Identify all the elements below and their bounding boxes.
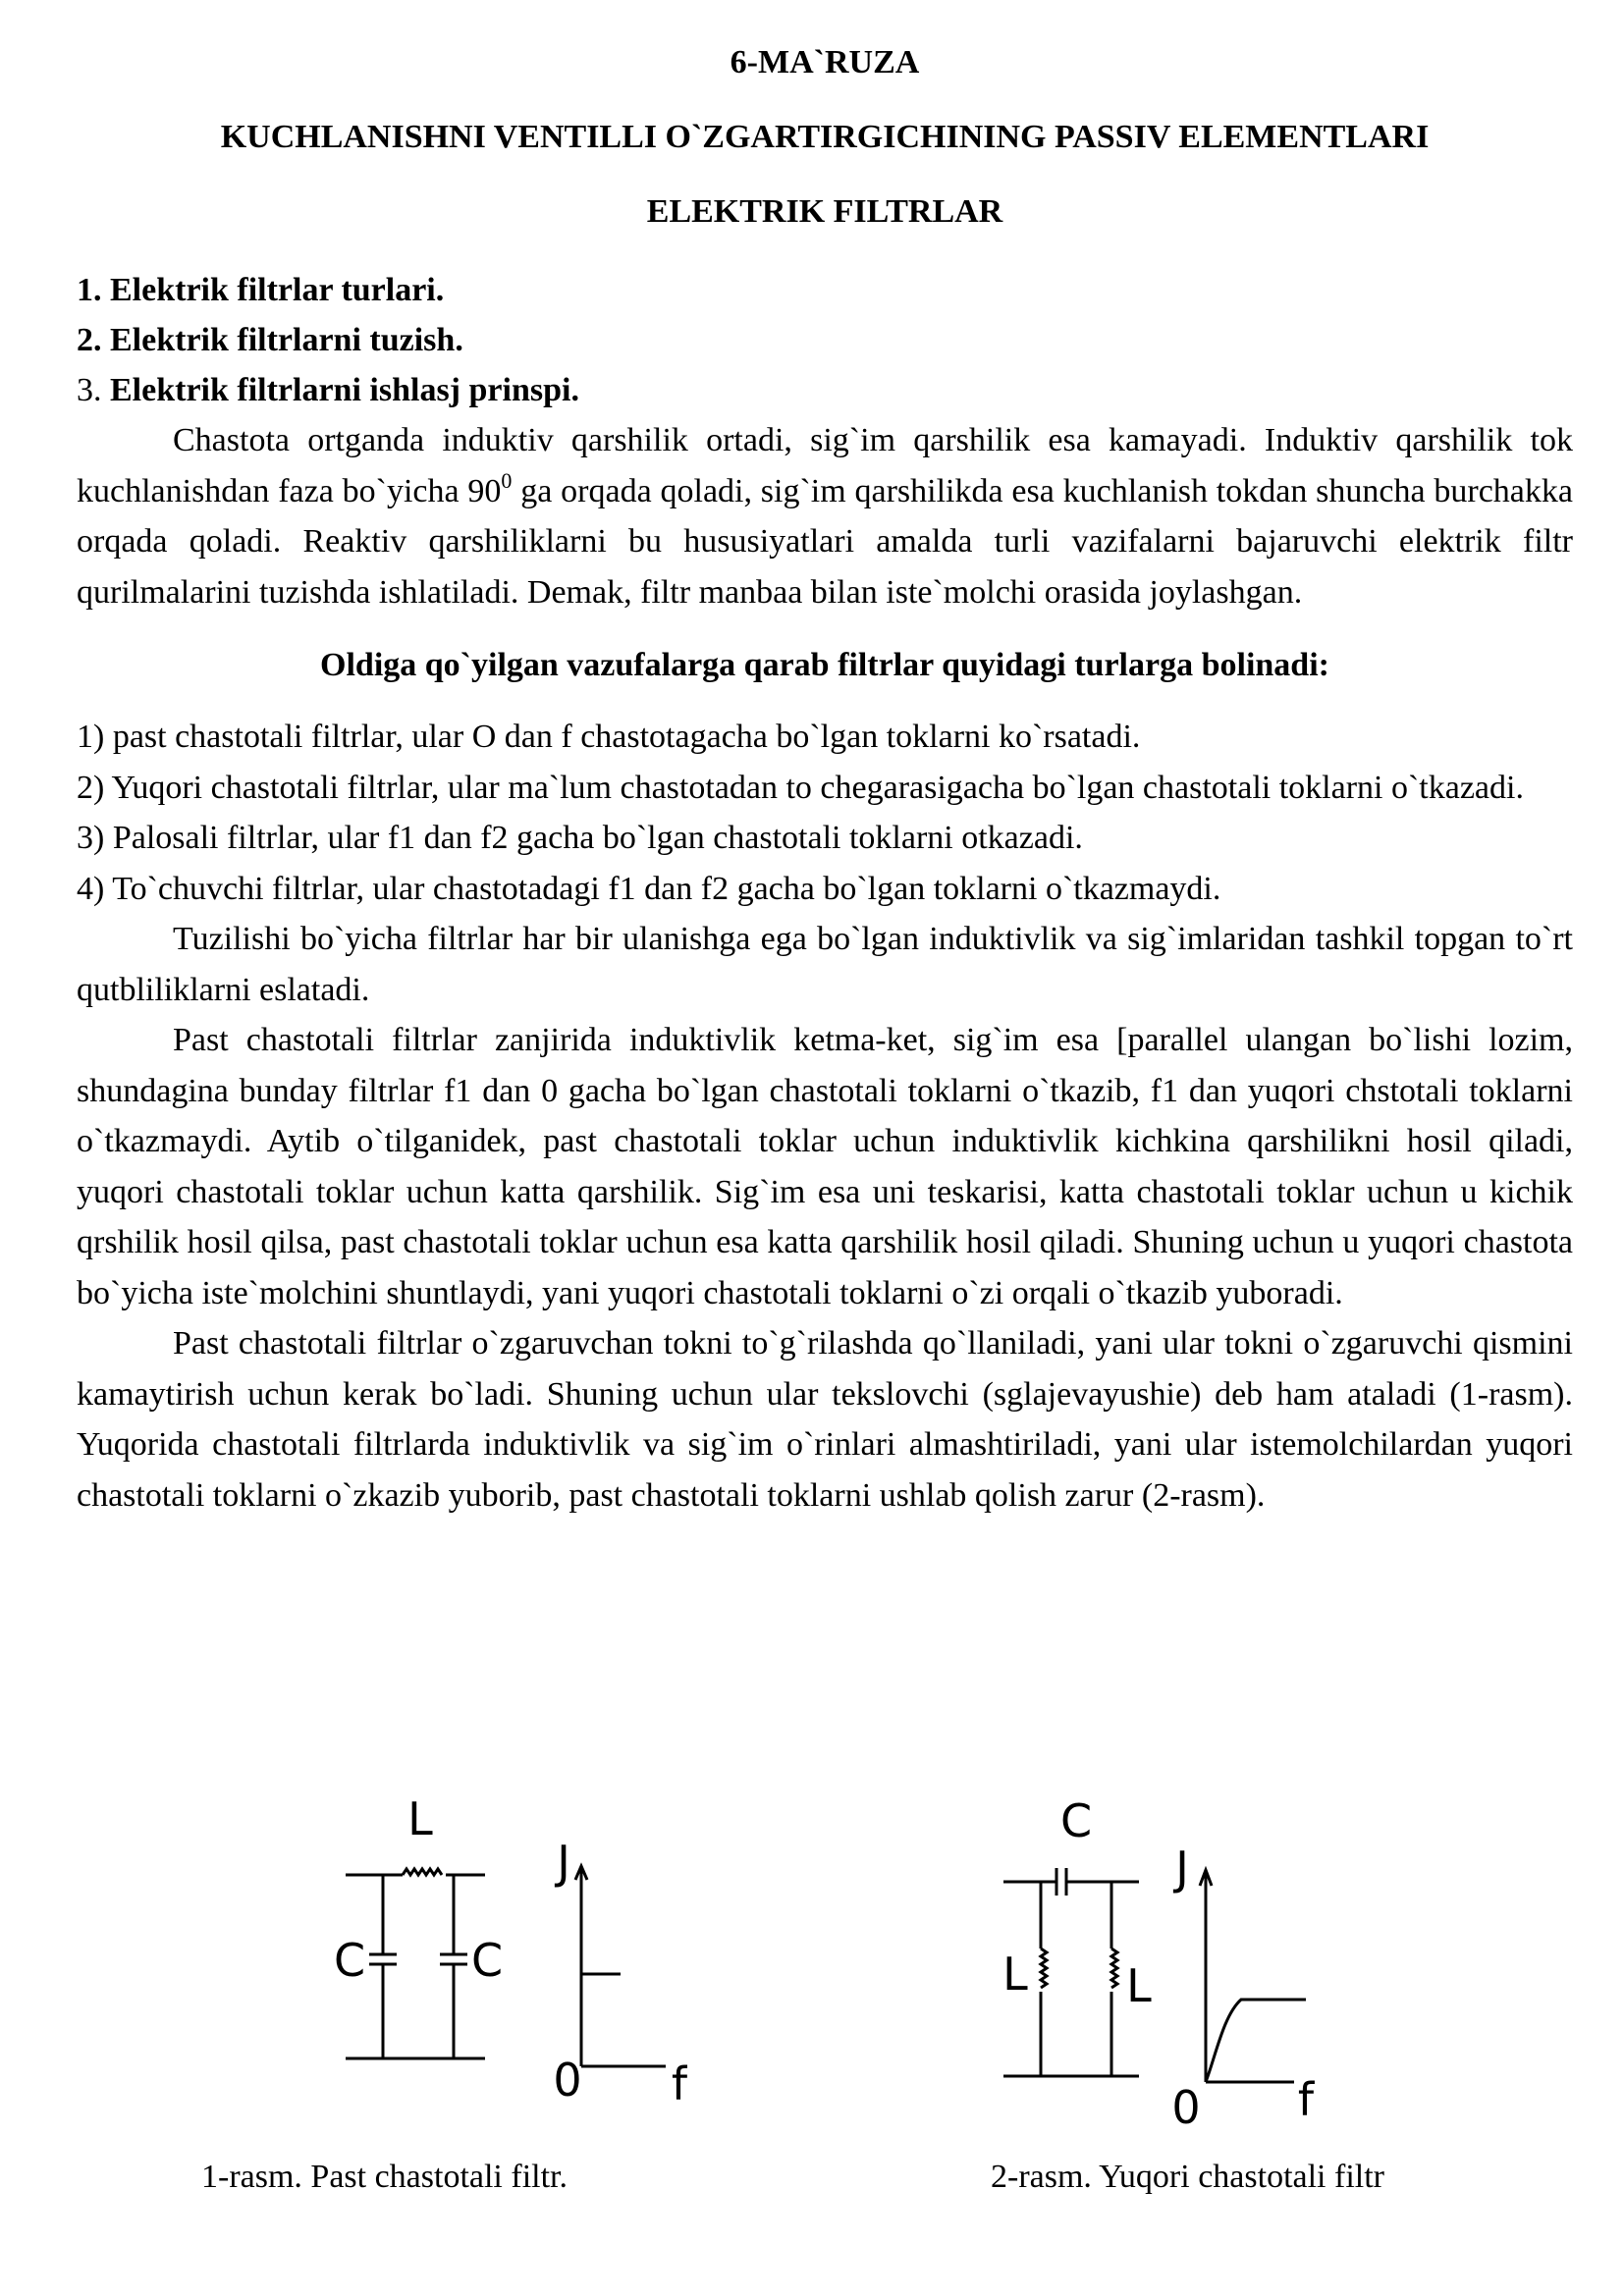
figure-2-highpass-filter — [982, 1782, 1375, 2135]
shunt-element-label-right: C — [470, 1934, 504, 1987]
document-subtitle: ELEKTRIK FILTRLAR — [646, 193, 1003, 230]
list-item: 2) Yuqori chastotali filtrlar, ular ma`lum chastotadan to chegarasigacha bo`lgan chastotali toklarni o`tkazadi. — [77, 769, 1524, 806]
document-title: KUCHLANISHNI VENTILLI O`ZGARTIRGICHINING PASSIV ELEMENTLARI — [220, 119, 1430, 155]
list-item: 1) past chastotali filtrlar, ular O dan f chastotagacha bo`lgan toklarni ko`rsatadi. — [77, 719, 1141, 755]
origin-label: 0 — [553, 2054, 582, 2107]
highpass-filter-diagram — [982, 1782, 1375, 2135]
shunt-element-label-left: L — [1002, 1948, 1028, 2001]
list-item: 4) To`chuvchi filtrlar, ular chastotadagi f1 dan f2 gacha bo`lgan toklarni o`tkazmaydi. — [77, 870, 1221, 907]
shunt-element-label-right: L — [1126, 1959, 1152, 2012]
outline-list — [77, 265, 1573, 415]
section-heading: Oldiga qo`yilgan vazufalarga qarab filtrlar quyidagi turlarga bolinadi: — [320, 647, 1329, 683]
series-element-label: C — [1059, 1794, 1093, 1847]
outline-item: 2. Elektrik filtrlarni tuzish. — [77, 322, 463, 358]
intro-paragraph: Chastota ortganda induktiv qarshilik ortadi, sig`im qarshilik esa kamayadi. Induktiv qarshilik tok kuchlanishdan faza bo`yicha $90^0$ ga orqada qoladi, sig`im qarshilikda esa kuchlanish tokdan shuncha burchakka orqada qoladi. Reaktiv qarshiliklarni bu hususiyatlari amalda turli vazifalarni bajaruvchi elektrik filtr qurilmalarini tuzishda ishlatiladi. Demak, filtr manbaa bilan iste`molchi orasida joylashgan. — [77, 422, 1573, 611]
filter-types-list — [77, 712, 1573, 914]
y-axis-label: J — [557, 1836, 570, 1889]
body-paragraph: Tuzilishi bo`yicha filtrlar har bir ulanishga ega bo`lgan induktivlik va sig`imlaridan tashkil topgan to`rt qutbliliklarni eslatadi. — [77, 921, 1573, 1008]
document-page — [77, 37, 1573, 1521]
x-axis-label: f — [671, 2057, 687, 2110]
origin-label: 0 — [1171, 2081, 1201, 2134]
degree-superscript: 0 — [501, 467, 513, 493]
figure-2-caption: 2-rasm. Yuqori chastotali filtr — [991, 2159, 1384, 2195]
series-element-label: L — [407, 1792, 433, 1845]
outline-item: 1. Elektrik filtrlar turlari. — [77, 272, 445, 308]
outline-item: 3. Elektrik filtrlarni ishlasj prinspi. — [77, 372, 579, 408]
figure-1-lowpass-filter — [324, 1782, 687, 2115]
list-item: 3) Palosali filtrlar, ular f1 dan f2 gacha bo`lgan chastotali toklarni otkazadi. — [77, 820, 1083, 856]
lecture-number: 6-MA`RUZA — [730, 44, 920, 80]
y-axis-label: J — [1175, 1842, 1189, 1895]
body-paragraph: Past chastotali filtrlar o`zgaruvchan tokni to`g`rilashda qo`llaniladi, yani ular tokni o`zgaruvchi qismini kamaytirish uchun kerak bo`ladi. Shuning uchun ular tekslovchi (sglajevayushie) deb ham ataladi (1-rasm). Yuqorida chastotali filtrlarda induktivlik va sig`im o`rinlari almashtiriladi, yani ular istemolchilardan yuqori chastotali toklarni o`zkazib yuborib, past chastotali toklarni ushlab qolish zarur (2-rasm). — [77, 1325, 1573, 1514]
x-axis-label: f — [1297, 2073, 1315, 2126]
body-paragraph: Past chastotali filtrlar zanjirida induktivlik ketma-ket, sig`im esa [parallel ulangan bo`lishi lozim, shundagina bunday filtrlar f1 dan 0 gacha bo`lgan chastotali toklarni o`tkazib, f1 dan yuqori chstotali toklarni o`tkazmaydi. Aytib o`tilganidek, past chastotali toklar uchun induktivlik kichkina qarshilikni hosil qiladi, yuqori chastotali toklar uchun katta qarshilik. Sig`im esa uni teskarisi, katta chastotali toklar uchun u kichik qrshilik hosil qilsa, past chastotali toklar uchun esa katta qarshilik hosil qiladi. Shuning uchun u yuqori chastota bo`yicha iste`molchini shuntlaydi, yani yuqori chastotali toklarni o`zi orqali o`tkazib yuboradi. — [77, 1022, 1573, 1311]
shunt-element-label-left: C — [333, 1934, 366, 1987]
figure-1-caption: 1-rasm. Past chastotali filtr. — [201, 2159, 568, 2195]
lowpass-filter-diagram — [324, 1782, 687, 2115]
